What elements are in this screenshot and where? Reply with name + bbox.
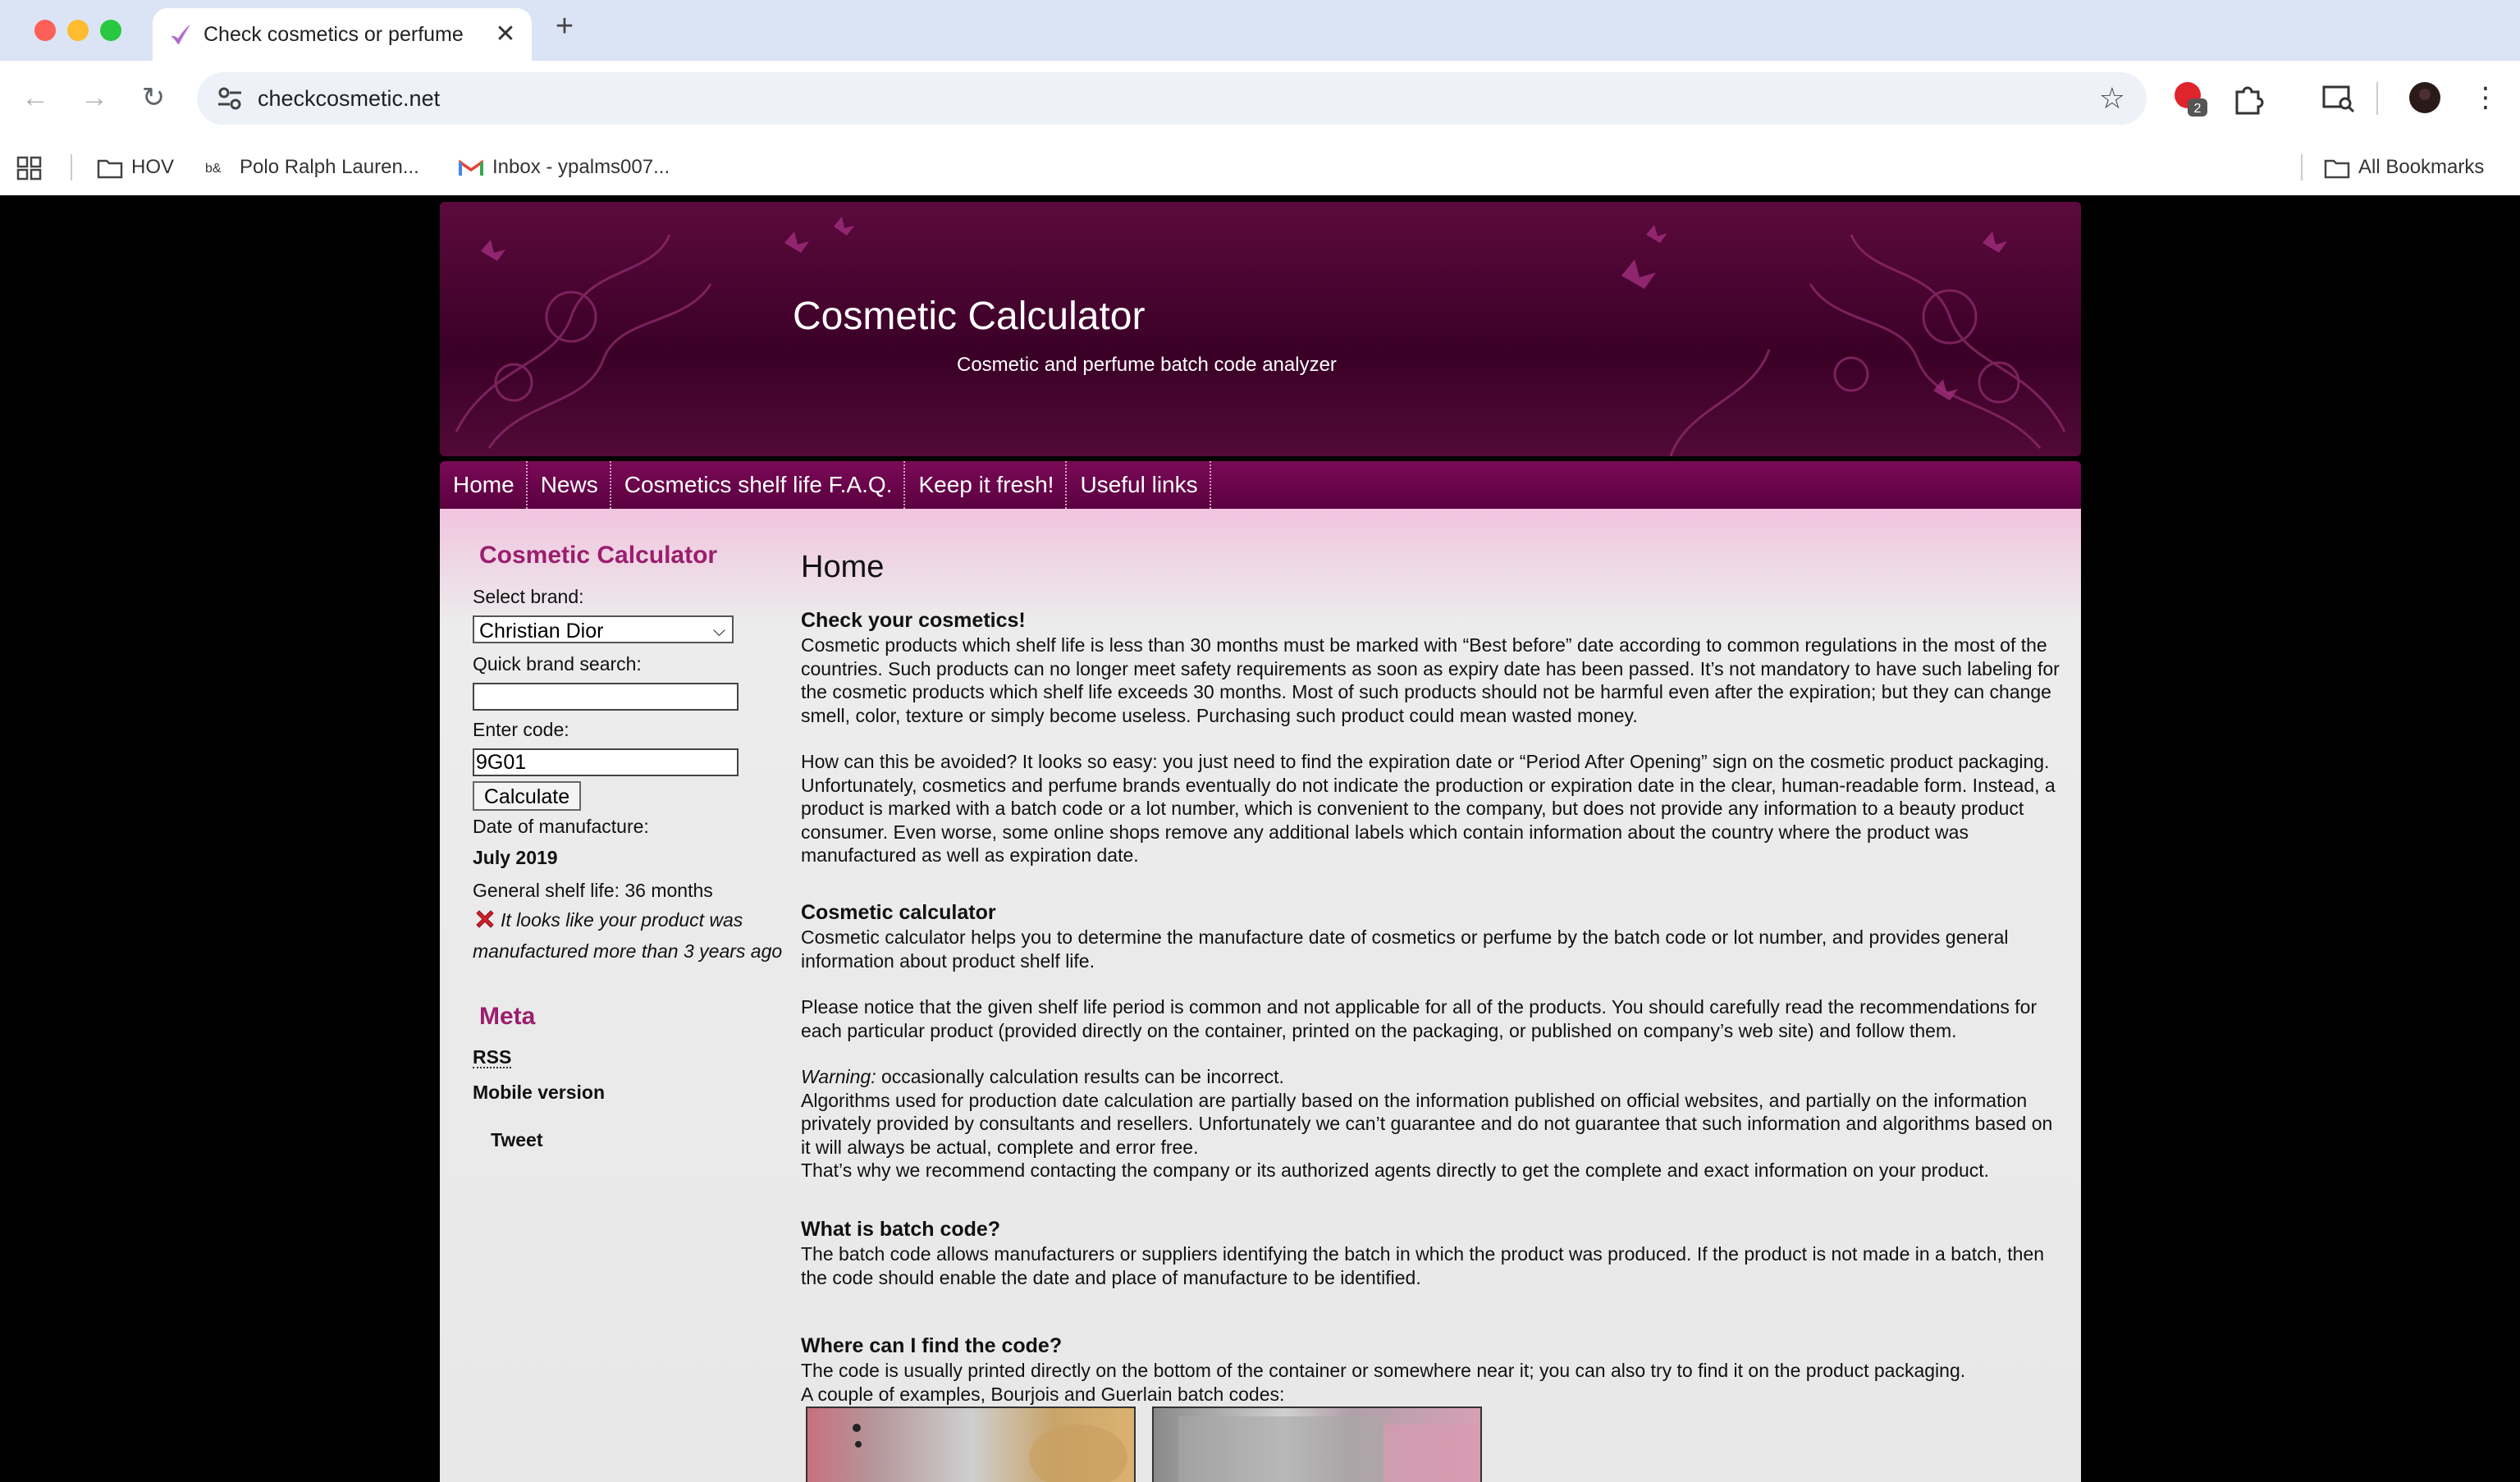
red-x-icon <box>473 907 497 931</box>
menu-faq[interactable]: Cosmetics shelf life F.A.Q. <box>611 461 906 509</box>
shelf-life-text: General shelf life: 36 months <box>473 880 713 901</box>
adblock-extension-icon[interactable] <box>2170 77 2211 118</box>
url-text: checkcosmetic.net <box>258 86 441 111</box>
new-tab-button[interactable]: + <box>555 9 574 43</box>
brand-select[interactable] <box>473 615 734 643</box>
age-warning-text: It looks like your product was manufactured more than 3 years ago <box>473 909 783 962</box>
lip-gloss-photo-icon <box>807 1408 1136 1482</box>
browser-toolbar <box>0 61 2520 140</box>
toolbar-divider <box>2376 82 2378 115</box>
profile-avatar-icon[interactable] <box>2404 77 2445 118</box>
bourjois-batch-code-image <box>806 1407 1136 1482</box>
site-info-icon[interactable] <box>215 84 245 113</box>
maximize-window-button[interactable] <box>100 20 121 41</box>
browser-chrome <box>0 0 2520 195</box>
butterfly-swirl-decoration-icon <box>440 202 2081 456</box>
warning-end: That’s why we recommend contacting the company or its authorized agents directly to get the complete and exact information on your product. <box>801 1160 1990 1181</box>
section-paragraph: The batch code allows manufacturers or suppliers identifying the batch in which the product was produced. If the product is not made in a batch, then the code should enable the date and place of manufacture to be identified. <box>801 1243 2045 1288</box>
extensions-puzzle-icon[interactable] <box>2229 77 2270 118</box>
address-bar[interactable] <box>197 72 2147 125</box>
bookmarks-divider-right <box>2301 154 2303 181</box>
folder-icon <box>2324 158 2350 179</box>
section-paragraph: A couple of examples, Bourjois and Guerlain batch codes: <box>801 1383 1285 1405</box>
tab-search-icon[interactable] <box>2317 77 2358 118</box>
section-paragraph: Cosmetic products which shelf life is less than 30 months must be marked with “Best before” date according to common regulations in the most of the countries. Such products can no longer meet safety requirements as soon as expiry date has been passed. It’s not mandatory to have such labeling for the cosmetic products which shelf life exceeds 30 months. Most of such products should not be harmful even after the expiration; but they can change smell, color, texture or simply become useless. Purchasing such product could mean wasted money. <box>801 634 2060 726</box>
menu-home[interactable]: Home <box>440 461 528 509</box>
mobile-version-link[interactable]: Mobile version <box>473 1082 606 1103</box>
lipstick-photo-icon <box>1154 1408 1482 1482</box>
guerlain-batch-code-image <box>1152 1407 1482 1482</box>
web-page <box>0 195 2520 1482</box>
minimize-window-button[interactable] <box>67 20 89 41</box>
quick-search-label: Quick brand search: <box>473 653 642 675</box>
section-check-cosmetics <box>801 607 2065 867</box>
bookmarks-bar <box>0 140 2520 196</box>
section-heading: Where can I find the code? <box>801 1334 1063 1357</box>
section-heading: Cosmetic calculator <box>801 901 996 924</box>
section-paragraph: The code is usually printed directly on the bottom of the container or somewhere near it; you can also try to find it on the product packaging. <box>801 1360 1966 1381</box>
section-paragraph: How can this be avoided? It looks so easy: you just need to find the expiration date or “Period After Opening” sign on the cosmetic product packaging. Unfortunately, cosmetics and perfume brands eventually do not indicate the production or expiration date in the clear, human-readable form. Instead, a product is marked with a batch code or a lot number, which is convenient to the company, but does not provide any information to a beauty product consumer. Even worse, some online shops remove any additional labels which contain information about the country where the product was manufactured as well as expiration date. <box>801 751 2056 866</box>
meta-heading: Meta <box>479 1003 536 1030</box>
bloomingdales-icon <box>205 158 231 179</box>
rss-link[interactable]: RSS <box>473 1046 512 1068</box>
close-window-button[interactable] <box>34 20 56 41</box>
page-title: Home <box>801 550 885 584</box>
calculator-heading: Cosmetic Calculator <box>479 542 718 569</box>
menu-keep-fresh[interactable]: Keep it fresh! <box>905 461 1067 509</box>
manufacture-date-value: July 2019 <box>473 847 558 868</box>
folder-icon <box>97 158 123 179</box>
brand-select-value: Christian Dior <box>479 620 604 643</box>
site-container <box>440 195 2081 1482</box>
section-find-code <box>801 1333 2065 1406</box>
reload-icon[interactable]: ↻ <box>141 82 166 113</box>
site-title: Cosmetic Calculator <box>793 295 1146 338</box>
quick-brand-search-input[interactable] <box>473 683 739 711</box>
section-paragraph: Please notice that the given shelf life period is common and not applicable for all of the products. You should carefully read the recommendations for each particular product (provided directly on the container, printed on the packaging, or published on company’s web site) and follow them. <box>801 996 2037 1041</box>
tab-strip <box>0 0 2520 61</box>
main-menu <box>440 461 2081 509</box>
close-tab-icon[interactable]: ✕ <box>495 21 516 48</box>
section-heading: What is batch code? <box>801 1218 1001 1241</box>
calculate-button[interactable]: Calculate <box>473 781 581 811</box>
content-area <box>440 509 2081 1482</box>
batch-code-input[interactable] <box>473 748 739 776</box>
menu-useful-links[interactable]: Useful links <box>1067 461 1210 509</box>
select-brand-label: Select brand: <box>473 586 584 607</box>
site-tagline: Cosmetic and perfume batch code analyzer <box>957 354 1337 376</box>
section-batch-code <box>801 1216 2065 1289</box>
menu-news[interactable]: News <box>528 461 611 509</box>
bookmarks-divider <box>71 154 72 181</box>
warning-line <box>801 1065 2065 1089</box>
enter-code-label: Enter code: <box>473 719 569 740</box>
warning-body: Algorithms used for production date calculation are partially based on the information published on official websites, and partially on the information privately provided by consultants and resellers. Unfortunately we can’t guarantee and do not guarantee that such information and algorithms based on it will always be actual, complete and error free. <box>801 1089 2053 1158</box>
back-icon[interactable]: ← <box>21 82 49 113</box>
svg-text:b&: b& <box>205 161 222 176</box>
bookmark-inbox[interactable]: Inbox - ypalms007... <box>458 149 670 185</box>
tweet-button[interactable]: Tweet <box>491 1129 543 1150</box>
browser-menu-icon[interactable]: ⋮ <box>2472 82 2499 113</box>
apps-grid-icon[interactable] <box>16 156 43 181</box>
all-bookmarks-button[interactable]: All Bookmarks <box>2324 149 2484 185</box>
gmail-icon <box>458 158 484 179</box>
svg-text:2: 2 <box>2193 102 2202 116</box>
site-header <box>440 202 2081 456</box>
browser-tab[interactable] <box>153 8 532 61</box>
warning-label: Warning: <box>801 1066 876 1087</box>
section-paragraph: Cosmetic calculator helps you to determine the manufacture date of cosmetics or perfume by the batch code or lot number, and provides general information about product shelf life. <box>801 926 2009 972</box>
chevron-down-icon: ⌵ <box>712 622 725 640</box>
bookmark-polo[interactable]: b& Polo Ralph Lauren... <box>205 156 419 178</box>
site-favicon-icon <box>167 21 194 48</box>
section-cosmetic-calculator <box>801 899 2065 1182</box>
age-warning <box>473 904 801 967</box>
bookmark-star-icon[interactable]: ☆ <box>2098 81 2125 115</box>
section-heading: Check your cosmetics! <box>801 609 1026 632</box>
forward-icon[interactable]: → <box>80 82 108 113</box>
tab-title: Check cosmetics or perfume <box>204 23 464 46</box>
bookmark-hov[interactable]: HOV <box>97 149 174 185</box>
warning-rest: occasionally calculation results can be incorrect. <box>876 1066 1284 1087</box>
manufacture-date-label: Date of manufacture: <box>473 816 649 837</box>
